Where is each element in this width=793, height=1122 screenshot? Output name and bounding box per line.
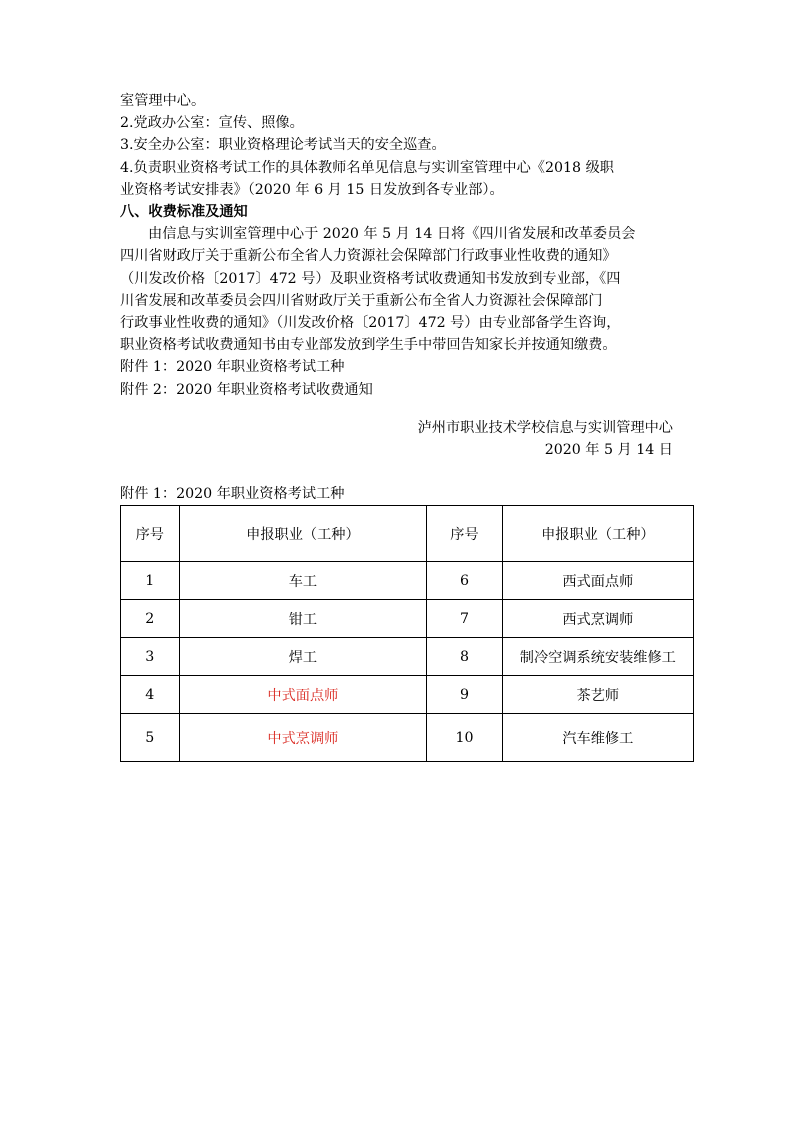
header-occupation: 申报职业（工种） [502, 506, 693, 562]
spacer [120, 401, 675, 417]
cell-occupation: 钳工 [179, 600, 427, 638]
cell-index: 6 [427, 562, 502, 600]
body-line: 室管理中心。 [120, 93, 206, 109]
header-occupation: 申报职业（工种） [179, 506, 427, 562]
cell-index: 3 [121, 638, 180, 676]
cell-index: 5 [121, 714, 180, 762]
attachment-line: 附件 2：2020 年职业资格考试收费通知 [120, 381, 373, 398]
table-row [121, 562, 694, 600]
section-heading: 八、收费标准及通知 [120, 204, 248, 221]
paragraph-line: 职业资格考试收费通知书由专业部发放到学生手中带回告知家长并按通知缴费。 [120, 337, 617, 354]
cell-index: 9 [427, 676, 502, 714]
cell-occupation-highlighted: 中式面点师 [179, 676, 427, 714]
attachment-line: 附件 1：2020 年职业资格考试工种 [120, 359, 345, 376]
cell-index: 10 [427, 714, 502, 762]
cell-index: 1 [121, 562, 180, 600]
cell-occupation: 焊工 [179, 638, 427, 676]
paragraph-line: 川省发展和改革委员会四川省财政厅关于重新公布全省人力资源社会保障部门 [120, 292, 603, 309]
cell-occupation-highlighted: 中式烹调师 [179, 714, 427, 762]
cell-occupation: 车工 [179, 562, 427, 600]
body-line: 3.安全办公室：职业资格理论考试当天的安全巡查。 [120, 137, 446, 154]
cell-occupation: 茶艺师 [502, 676, 693, 714]
cell-index: 4 [121, 676, 180, 714]
table-row [121, 600, 694, 638]
cell-occupation: 制冷空调系统安装维修工 [502, 638, 693, 676]
header-index: 序号 [427, 506, 502, 562]
table-row [121, 638, 694, 676]
occupation-table [120, 505, 694, 762]
table-row [121, 676, 694, 714]
cell-index: 2 [121, 600, 180, 638]
paragraph-line: 四川省财政厅关于重新公布全省人力资源社会保障部门行政事业性收费的通知》 [120, 248, 617, 265]
body-line: 4.负责职业资格考试工作的具体教师名单见信息与实训室管理中心《2018 级职 [120, 159, 614, 176]
cell-occupation: 汽车维修工 [502, 714, 693, 762]
header-index: 序号 [121, 506, 180, 562]
body-line: 2.党政办公室：宣传、照像。 [120, 115, 304, 132]
paragraph-line: 行政事业性收费的通知》（川发改价格〔2017〕472 号）由专业部备学生咨询， [120, 315, 621, 332]
table-row [121, 714, 694, 762]
paragraph-line: 由信息与实训室管理中心于 2020 年 5 月 14 日将《四川省发展和改革委员会 [148, 226, 636, 243]
cell-occupation: 西式面点师 [502, 562, 693, 600]
cell-occupation: 西式烹调师 [502, 600, 693, 638]
table-header-row [121, 506, 694, 562]
signature-org: 泸州市职业技术学校信息与实训管理中心 [417, 419, 673, 436]
document-page [120, 90, 675, 505]
body-line: 业资格考试安排表》（2020 年 6 月 15 日发放到各专业部）。 [120, 181, 504, 198]
cell-index: 8 [427, 638, 502, 676]
table-caption: 附件 1：2020 年职业资格考试工种 [120, 486, 345, 503]
spacer [120, 461, 675, 483]
paragraph-line: （川发改价格〔2017〕472 号）及职业资格考试收费通知书发放到专业部，《四 [120, 270, 621, 287]
signature-date: 2020 年 5 月 14 日 [544, 442, 673, 459]
cell-index: 7 [427, 600, 502, 638]
